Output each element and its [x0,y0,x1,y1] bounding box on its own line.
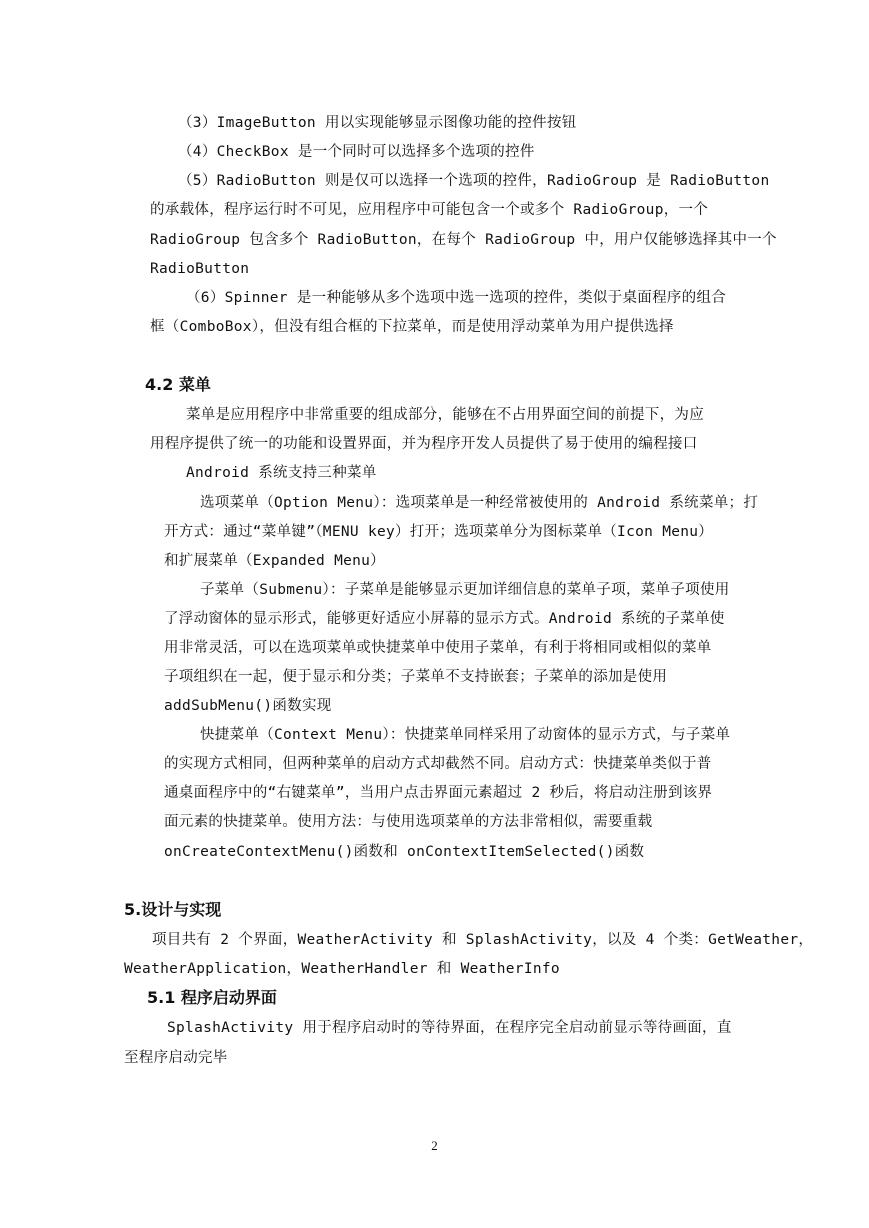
list-item-3: （3）ImageButton 用以实现能够显示图像功能的控件按钮 [178,115,577,131]
section-heading-4-2: 4.2 菜单 [145,375,211,394]
submenu-line-2: 了浮动窗体的显示形式，能够更好适应小屏幕的显示方式。Android 系统的子菜单使 [164,611,725,627]
splash-paragraph-line-1: SplashActivity 用于程序启动时的等待界面，在程序完全启动前显示等待画面，直 [167,1020,732,1036]
context-menu-line-1: 快捷菜单（Context Menu）：快捷菜单同样采用了动窗体的显示方式，与子菜单 [200,727,731,743]
option-menu-line-3: 和扩展菜单（Expanded Menu） [164,553,385,569]
context-menu-line-5: onCreateContextMenu()函数和 onContextItemSelected()函数 [164,844,645,860]
list-item-4: （4）CheckBox 是一个同时可以选择多个选项的控件 [178,144,535,160]
section-heading-5-1: 5.1 程序启动界面 [147,988,277,1007]
submenu-line-3: 用非常灵活，可以在选项菜单或快捷菜单中使用子菜单，有利于将相同或相似的菜单 [164,640,712,656]
list-item-5-line-1: （5）RadioButton 则是仅可以选择一个选项的控件，RadioGroup 是 RadioButton [178,173,770,189]
submenu-line-1: 子菜单（Submenu）：子菜单是能够显示更加详细信息的菜单子项，菜单子项使用 [200,582,730,598]
list-item-6-line-1: （6）Spinner 是一种能够从多个选项中选一选项的控件，类似于桌面程序的组合 [186,290,727,306]
context-menu-line-3: 通桌面程序中的“右键菜单”，当用户点击界面元素超过 2 秒后，将启动注册到该界 [164,785,713,801]
context-menu-line-4: 面元素的快捷菜单。使用方法：与使用选项菜单的方法非常相似，需要重载 [164,814,653,830]
list-item-5-line-2: 的承载体，程序运行时不可见，应用程序中可能包含一个或多个 RadioGroup，一个 [150,202,709,218]
menu-paragraph-line-3: Android 系统支持三种菜单 [186,465,377,481]
splash-paragraph-line-2: 至程序启动完毕 [124,1050,228,1066]
menu-paragraph-line-2: 用程序提供了统一的功能和设置界面，并为程序开发人员提供了易于使用的编程接口 [150,436,698,452]
option-menu-line-1: 选项菜单（Option Menu）：选项菜单是一种经常被使用的 Android 系统菜单；打 [200,495,759,511]
menu-paragraph-line-1: 菜单是应用程序中非常重要的组成部分，能够在不占用界面空间的前提下，为应 [186,407,704,423]
list-item-6-line-2: 框（ComboBox），但没有组合框的下拉菜单，而是使用浮动菜单为用户提供选择 [150,319,674,335]
section-heading-5: 5.设计与实现 [124,900,222,919]
list-item-5-line-4: RadioButton [150,261,250,277]
design-paragraph-line-1: 项目共有 2 个界面，WeatherActivity 和 SplashActivity，以及 4 个类：GetWeather， [152,932,814,948]
option-menu-line-2: 开方式：通过“菜单键”（MENU key）打开；选项菜单分为图标菜单（Icon Menu） [164,524,714,540]
list-item-5-line-3: RadioGroup 包含多个 RadioButton，在每个 RadioGroup 中，用户仅能够选择其中一个 [150,232,777,248]
design-paragraph-line-2: WeatherApplication，WeatherHandler 和 WeatherInfo [124,961,560,977]
submenu-line-4: 子项组织在一起，便于显示和分类；子菜单不支持嵌套；子菜单的添加是使用 [164,669,668,685]
context-menu-line-2: 的实现方式相同，但两种菜单的启动方式却截然不同。启动方式：快捷菜单类似于普 [164,756,712,772]
page-number: 2 [431,1138,438,1153]
submenu-line-5: addSubMenu()函数实现 [164,698,332,714]
